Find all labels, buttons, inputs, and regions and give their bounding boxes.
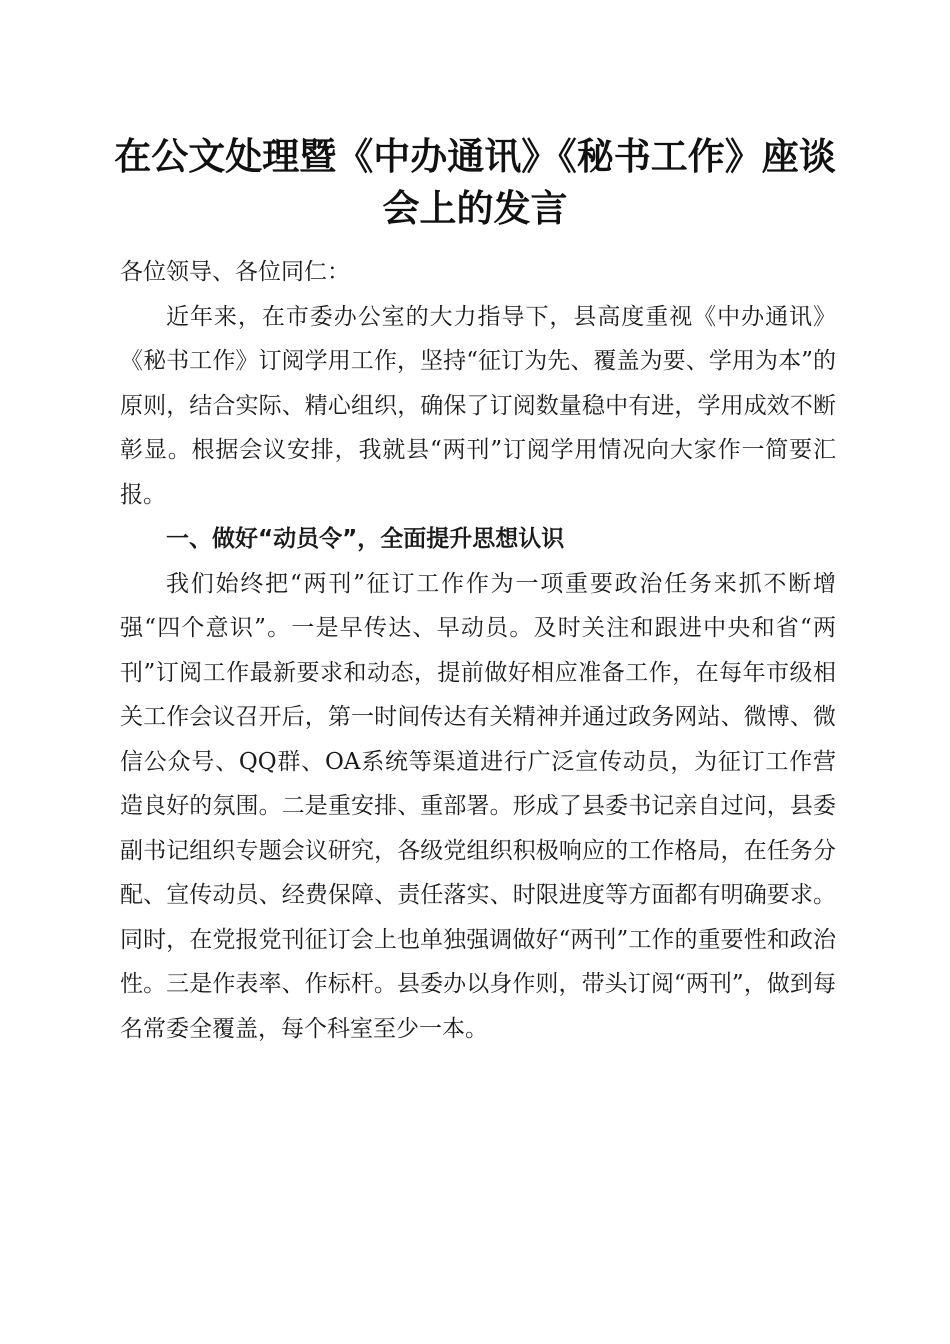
- salutation: 各位领导、各位同仁：: [120, 259, 350, 285]
- section-paragraph: 我们始终把“两刊”征订工作作为一项重要政治任务来抓不断增强“四个意识”。一是早传达、早动员。及时关注和跟进中央和省“两刊”订阅工作最新要求和动态，提前做好相应准备工作，在每年市级相关工作会议召开后，第一时间传达有关精神并通过政务网站、微博、微信公众号、QQ群、OA系统等渠道进行广泛宣传动员，为征订工作营造良好的氛围。二是重安排、重部署。形成了县委书记亲自过问，县委副书记组织专题会议研究，各级党组织积极响应的工作格局，在任务分配、宣传动员、经费保障、责任落实、时限进度等方面都有明确要求。同时，在党报党刊征订会上也单独强调做好“两刊”工作的重要性和政治性。三是作表率、作标杆。县委办以身作则，带头订阅“两刊”，做到每名常委全覆盖，每个科室至少一本。: [120, 570, 836, 1042]
- document-body: [120, 250, 836, 1051]
- document-title: 在公文处理暨《中办通讯》《秘书工作》座谈会上的发言: [114, 134, 836, 230]
- intro-paragraph: 近年来，在市委办公室的大力指导下，县高度重视《中办通讯》《秘书工作》订阅学用工作，坚持“征订为先、覆盖为要、学用为本”的原则，结合实际、精心组织，确保了订阅数量稳中有进，学用成效不断彰显。根据会议安排，我就县“两刊”订阅学用情况向大家作一简要汇报。: [120, 303, 836, 508]
- section-heading: 一、做好“动员令”，全面提升思想认识: [166, 526, 565, 552]
